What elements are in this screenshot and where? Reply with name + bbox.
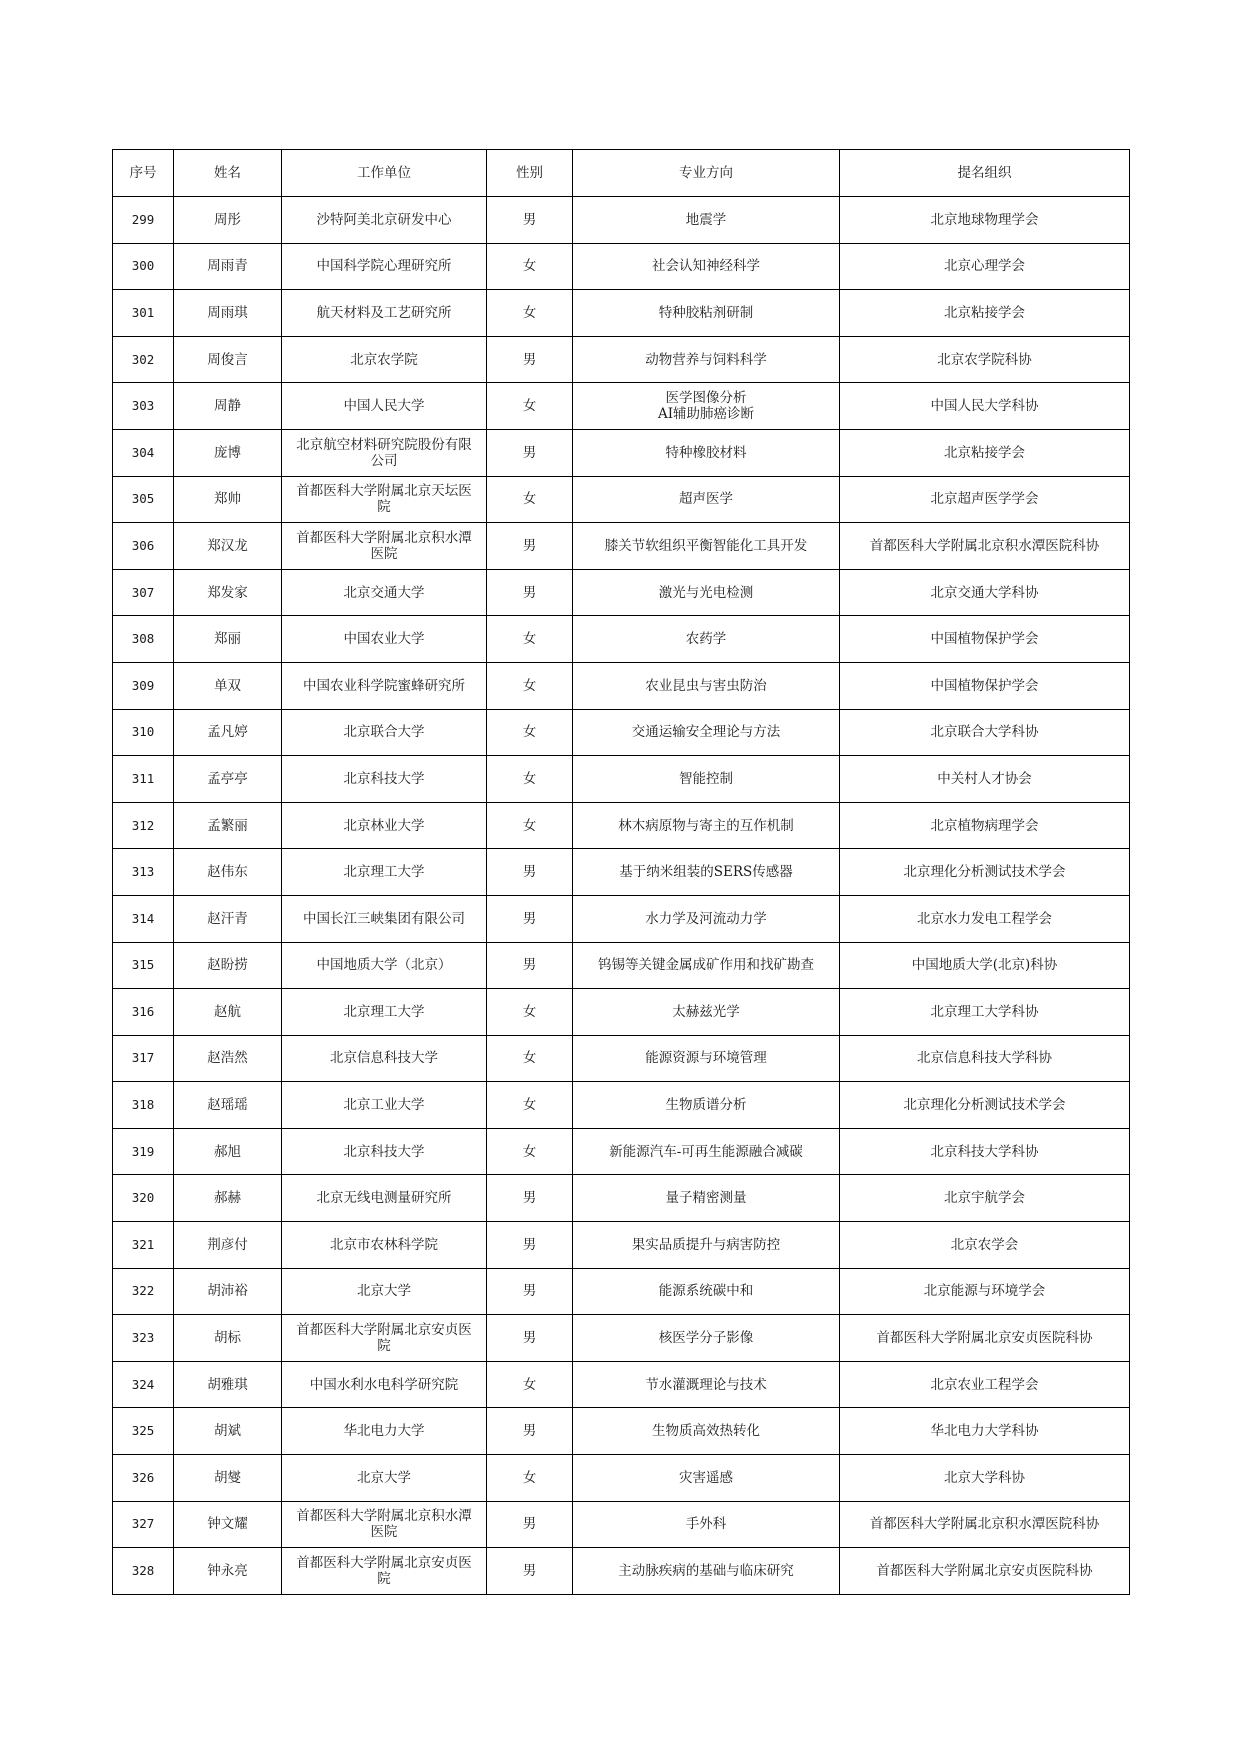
header-nominating-org: 提名组织 bbox=[840, 150, 1130, 197]
cell-gender: 女 bbox=[487, 616, 573, 663]
cell-serial: 317 bbox=[113, 1035, 174, 1082]
cell-gender: 男 bbox=[487, 1408, 573, 1455]
cell-workplace: 中国水利水电科学研究院 bbox=[282, 1361, 487, 1408]
cell-workplace: 中国农业科学院蜜蜂研究所 bbox=[282, 662, 487, 709]
cell-specialty: 膝关节软组织平衡智能化工具开发 bbox=[573, 523, 840, 570]
cell-serial: 321 bbox=[113, 1222, 174, 1269]
cell-nominating-org: 首都医科大学附属北京安贞医院科协 bbox=[840, 1548, 1130, 1595]
cell-serial: 303 bbox=[113, 383, 174, 430]
cell-workplace: 沙特阿美北京研发中心 bbox=[282, 197, 487, 244]
cell-gender: 男 bbox=[487, 895, 573, 942]
cell-nominating-org: 北京农学会 bbox=[840, 1222, 1130, 1269]
cell-serial: 316 bbox=[113, 989, 174, 1036]
cell-specialty: 能源资源与环境管理 bbox=[573, 1035, 840, 1082]
cell-name: 周彤 bbox=[174, 197, 282, 244]
cell-nominating-org: 中国植物保护学会 bbox=[840, 616, 1130, 663]
cell-serial: 327 bbox=[113, 1501, 174, 1548]
header-serial: 序号 bbox=[113, 150, 174, 197]
cell-serial: 309 bbox=[113, 662, 174, 709]
cell-nominating-org: 华北电力大学科协 bbox=[840, 1408, 1130, 1455]
cell-gender: 男 bbox=[487, 1268, 573, 1315]
cell-gender: 女 bbox=[487, 243, 573, 290]
table-row bbox=[113, 1455, 1130, 1502]
table-row bbox=[113, 290, 1130, 337]
cell-serial: 325 bbox=[113, 1408, 174, 1455]
cell-workplace: 首都医科大学附属北京安贞医院 bbox=[282, 1315, 487, 1362]
cell-nominating-org: 北京理化分析测试技术学会 bbox=[840, 849, 1130, 896]
cell-name: 单双 bbox=[174, 662, 282, 709]
cell-serial: 305 bbox=[113, 476, 174, 523]
cell-serial: 302 bbox=[113, 336, 174, 383]
cell-nominating-org: 北京超声医学学会 bbox=[840, 476, 1130, 523]
cell-workplace: 首都医科大学附属北京积水潭医院 bbox=[282, 1501, 487, 1548]
table-row bbox=[113, 1268, 1130, 1315]
table-row bbox=[113, 1361, 1130, 1408]
cell-nominating-org: 中国人民大学科协 bbox=[840, 383, 1130, 430]
cell-specialty: 钨锡等关键金属成矿作用和找矿勘查 bbox=[573, 942, 840, 989]
cell-specialty: 林木病原物与寄主的互作机制 bbox=[573, 802, 840, 849]
cell-serial: 323 bbox=[113, 1315, 174, 1362]
cell-specialty: 智能控制 bbox=[573, 756, 840, 803]
cell-gender: 女 bbox=[487, 476, 573, 523]
cell-specialty: 动物营养与饲料科学 bbox=[573, 336, 840, 383]
cell-serial: 312 bbox=[113, 802, 174, 849]
cell-gender: 男 bbox=[487, 336, 573, 383]
cell-workplace: 首都医科大学附属北京安贞医院 bbox=[282, 1548, 487, 1595]
table-row bbox=[113, 662, 1130, 709]
cell-gender: 男 bbox=[487, 1315, 573, 1362]
cell-workplace: 中国人民大学 bbox=[282, 383, 487, 430]
cell-nominating-org: 首都医科大学附属北京积水潭医院科协 bbox=[840, 1501, 1130, 1548]
cell-name: 赵伟东 bbox=[174, 849, 282, 896]
cell-name: 胡雅琪 bbox=[174, 1361, 282, 1408]
cell-workplace: 中国长江三峡集团有限公司 bbox=[282, 895, 487, 942]
cell-nominating-org: 北京大学科协 bbox=[840, 1455, 1130, 1502]
cell-name: 胡斌 bbox=[174, 1408, 282, 1455]
cell-serial: 328 bbox=[113, 1548, 174, 1595]
cell-gender: 女 bbox=[487, 709, 573, 756]
cell-nominating-org: 北京交通大学科协 bbox=[840, 569, 1130, 616]
cell-name: 钟永亮 bbox=[174, 1548, 282, 1595]
cell-nominating-org: 北京科技大学科协 bbox=[840, 1128, 1130, 1175]
cell-serial: 306 bbox=[113, 523, 174, 570]
cell-nominating-org: 北京心理学会 bbox=[840, 243, 1130, 290]
cell-nominating-org: 北京粘接学会 bbox=[840, 290, 1130, 337]
table-row bbox=[113, 1501, 1130, 1548]
cell-nominating-org: 北京理化分析测试技术学会 bbox=[840, 1082, 1130, 1129]
table-row bbox=[113, 709, 1130, 756]
cell-nominating-org: 首都医科大学附属北京积水潭医院科协 bbox=[840, 523, 1130, 570]
table-row bbox=[113, 942, 1130, 989]
table-row bbox=[113, 1548, 1130, 1595]
cell-serial: 307 bbox=[113, 569, 174, 616]
cell-serial: 320 bbox=[113, 1175, 174, 1222]
cell-specialty: 节水灌溉理论与技术 bbox=[573, 1361, 840, 1408]
table-row bbox=[113, 429, 1130, 476]
cell-specialty: 特种胶粘剂研制 bbox=[573, 290, 840, 337]
cell-serial: 324 bbox=[113, 1361, 174, 1408]
cell-name: 钟文耀 bbox=[174, 1501, 282, 1548]
table-row bbox=[113, 895, 1130, 942]
cell-nominating-org: 北京联合大学科协 bbox=[840, 709, 1130, 756]
cell-workplace: 北京理工大学 bbox=[282, 849, 487, 896]
table-row bbox=[113, 849, 1130, 896]
cell-serial: 322 bbox=[113, 1268, 174, 1315]
cell-nominating-org: 北京粘接学会 bbox=[840, 429, 1130, 476]
cell-name: 郑丽 bbox=[174, 616, 282, 663]
cell-workplace: 北京林业大学 bbox=[282, 802, 487, 849]
cell-serial: 299 bbox=[113, 197, 174, 244]
cell-serial: 300 bbox=[113, 243, 174, 290]
cell-gender: 女 bbox=[487, 383, 573, 430]
cell-workplace: 北京科技大学 bbox=[282, 1128, 487, 1175]
table-row bbox=[113, 383, 1130, 430]
cell-workplace: 北京交通大学 bbox=[282, 569, 487, 616]
candidate-table bbox=[112, 149, 1130, 1595]
cell-serial: 304 bbox=[113, 429, 174, 476]
cell-name: 庞博 bbox=[174, 429, 282, 476]
cell-nominating-org: 北京宇航学会 bbox=[840, 1175, 1130, 1222]
cell-gender: 女 bbox=[487, 1082, 573, 1129]
cell-serial: 313 bbox=[113, 849, 174, 896]
cell-name: 郑发家 bbox=[174, 569, 282, 616]
cell-gender: 男 bbox=[487, 942, 573, 989]
table-row bbox=[113, 1222, 1130, 1269]
cell-gender: 女 bbox=[487, 1361, 573, 1408]
table-row bbox=[113, 1408, 1130, 1455]
cell-gender: 男 bbox=[487, 523, 573, 570]
cell-name: 孟繁丽 bbox=[174, 802, 282, 849]
cell-name: 胡标 bbox=[174, 1315, 282, 1362]
cell-nominating-org: 北京农业工程学会 bbox=[840, 1361, 1130, 1408]
cell-specialty: 新能源汽车-可再生能源融合减碳 bbox=[573, 1128, 840, 1175]
cell-gender: 女 bbox=[487, 756, 573, 803]
cell-specialty: 果实品质提升与病害防控 bbox=[573, 1222, 840, 1269]
cell-workplace: 中国农业大学 bbox=[282, 616, 487, 663]
table-row bbox=[113, 336, 1130, 383]
header-specialty: 专业方向 bbox=[573, 150, 840, 197]
table-row bbox=[113, 569, 1130, 616]
cell-nominating-org: 北京农学院科协 bbox=[840, 336, 1130, 383]
cell-nominating-org: 中关村人才协会 bbox=[840, 756, 1130, 803]
table-row bbox=[113, 802, 1130, 849]
cell-name: 赵航 bbox=[174, 989, 282, 1036]
cell-workplace: 北京联合大学 bbox=[282, 709, 487, 756]
cell-nominating-org: 北京地球物理学会 bbox=[840, 197, 1130, 244]
cell-nominating-org: 北京理工大学科协 bbox=[840, 989, 1130, 1036]
table-row bbox=[113, 1315, 1130, 1362]
cell-name: 胡沛裕 bbox=[174, 1268, 282, 1315]
cell-gender: 女 bbox=[487, 1455, 573, 1502]
table-row bbox=[113, 476, 1130, 523]
table-row bbox=[113, 243, 1130, 290]
cell-specialty: 太赫兹光学 bbox=[573, 989, 840, 1036]
cell-gender: 男 bbox=[487, 849, 573, 896]
cell-name: 赵汗青 bbox=[174, 895, 282, 942]
cell-serial: 301 bbox=[113, 290, 174, 337]
cell-specialty: 农药学 bbox=[573, 616, 840, 663]
table-row bbox=[113, 1128, 1130, 1175]
cell-specialty: 生物质谱分析 bbox=[573, 1082, 840, 1129]
cell-name: 赵瑶瑶 bbox=[174, 1082, 282, 1129]
table-row bbox=[113, 1082, 1130, 1129]
cell-gender: 女 bbox=[487, 802, 573, 849]
cell-specialty: 特种橡胶材料 bbox=[573, 429, 840, 476]
cell-nominating-org: 首都医科大学附属北京安贞医院科协 bbox=[840, 1315, 1130, 1362]
cell-workplace: 航天材料及工艺研究所 bbox=[282, 290, 487, 337]
cell-gender: 男 bbox=[487, 197, 573, 244]
cell-specialty: 交通运输安全理论与方法 bbox=[573, 709, 840, 756]
cell-workplace: 中国地质大学（北京） bbox=[282, 942, 487, 989]
cell-workplace: 北京大学 bbox=[282, 1455, 487, 1502]
cell-gender: 女 bbox=[487, 662, 573, 709]
table-row bbox=[113, 616, 1130, 663]
cell-specialty: 核医学分子影像 bbox=[573, 1315, 840, 1362]
table-row bbox=[113, 989, 1130, 1036]
cell-name: 赵浩然 bbox=[174, 1035, 282, 1082]
cell-workplace: 首都医科大学附属北京积水潭医院 bbox=[282, 523, 487, 570]
cell-name: 孟凡婷 bbox=[174, 709, 282, 756]
cell-nominating-org: 北京能源与环境学会 bbox=[840, 1268, 1130, 1315]
header-name: 姓名 bbox=[174, 150, 282, 197]
cell-name: 郝旭 bbox=[174, 1128, 282, 1175]
cell-workplace: 北京科技大学 bbox=[282, 756, 487, 803]
cell-workplace: 北京市农林科学院 bbox=[282, 1222, 487, 1269]
cell-nominating-org: 中国植物保护学会 bbox=[840, 662, 1130, 709]
cell-specialty: 灾害遥感 bbox=[573, 1455, 840, 1502]
table-row bbox=[113, 756, 1130, 803]
cell-name: 郑帅 bbox=[174, 476, 282, 523]
cell-name: 荆彦付 bbox=[174, 1222, 282, 1269]
cell-serial: 315 bbox=[113, 942, 174, 989]
cell-serial: 318 bbox=[113, 1082, 174, 1129]
cell-workplace: 北京无线电测量研究所 bbox=[282, 1175, 487, 1222]
table-row bbox=[113, 197, 1130, 244]
cell-workplace: 首都医科大学附属北京天坛医院 bbox=[282, 476, 487, 523]
cell-workplace: 中国科学院心理研究所 bbox=[282, 243, 487, 290]
cell-workplace: 北京理工大学 bbox=[282, 989, 487, 1036]
cell-gender: 女 bbox=[487, 989, 573, 1036]
table-body bbox=[113, 197, 1130, 1595]
cell-nominating-org: 中国地质大学(北京)科协 bbox=[840, 942, 1130, 989]
cell-nominating-org: 北京水力发电工程学会 bbox=[840, 895, 1130, 942]
cell-specialty: 医学图像分析 AI辅助肺癌诊断 bbox=[573, 383, 840, 430]
cell-name: 周雨青 bbox=[174, 243, 282, 290]
cell-specialty: 激光与光电检测 bbox=[573, 569, 840, 616]
cell-name: 郝赫 bbox=[174, 1175, 282, 1222]
table-row bbox=[113, 1035, 1130, 1082]
cell-workplace: 北京信息科技大学 bbox=[282, 1035, 487, 1082]
cell-specialty: 生物质高效热转化 bbox=[573, 1408, 840, 1455]
table-header-row bbox=[113, 150, 1130, 197]
cell-serial: 308 bbox=[113, 616, 174, 663]
cell-specialty: 地震学 bbox=[573, 197, 840, 244]
cell-serial: 311 bbox=[113, 756, 174, 803]
cell-workplace: 北京大学 bbox=[282, 1268, 487, 1315]
cell-name: 孟亭亭 bbox=[174, 756, 282, 803]
cell-name: 周雨琪 bbox=[174, 290, 282, 337]
table-row bbox=[113, 1175, 1130, 1222]
header-workplace: 工作单位 bbox=[282, 150, 487, 197]
cell-specialty: 主动脉疾病的基础与临床研究 bbox=[573, 1548, 840, 1595]
cell-workplace: 北京航空材料研究院股份有限公司 bbox=[282, 429, 487, 476]
cell-specialty: 基于纳米组装的SERS传感器 bbox=[573, 849, 840, 896]
cell-name: 周俊言 bbox=[174, 336, 282, 383]
cell-specialty: 水力学及河流动力学 bbox=[573, 895, 840, 942]
header-gender: 性别 bbox=[487, 150, 573, 197]
cell-serial: 310 bbox=[113, 709, 174, 756]
cell-gender: 男 bbox=[487, 569, 573, 616]
cell-gender: 女 bbox=[487, 290, 573, 337]
cell-gender: 男 bbox=[487, 429, 573, 476]
cell-gender: 男 bbox=[487, 1222, 573, 1269]
cell-gender: 男 bbox=[487, 1501, 573, 1548]
cell-gender: 女 bbox=[487, 1035, 573, 1082]
cell-serial: 319 bbox=[113, 1128, 174, 1175]
cell-name: 赵盼捞 bbox=[174, 942, 282, 989]
cell-workplace: 北京农学院 bbox=[282, 336, 487, 383]
cell-specialty: 手外科 bbox=[573, 1501, 840, 1548]
cell-specialty: 超声医学 bbox=[573, 476, 840, 523]
cell-specialty: 农业昆虫与害虫防治 bbox=[573, 662, 840, 709]
cell-name: 胡燮 bbox=[174, 1455, 282, 1502]
cell-serial: 314 bbox=[113, 895, 174, 942]
cell-gender: 女 bbox=[487, 1128, 573, 1175]
cell-gender: 男 bbox=[487, 1175, 573, 1222]
cell-specialty: 量子精密测量 bbox=[573, 1175, 840, 1222]
cell-serial: 326 bbox=[113, 1455, 174, 1502]
cell-specialty: 社会认知神经科学 bbox=[573, 243, 840, 290]
cell-nominating-org: 北京植物病理学会 bbox=[840, 802, 1130, 849]
cell-workplace: 北京工业大学 bbox=[282, 1082, 487, 1129]
table-row bbox=[113, 523, 1130, 570]
cell-workplace: 华北电力大学 bbox=[282, 1408, 487, 1455]
cell-name: 郑汉龙 bbox=[174, 523, 282, 570]
cell-name: 周静 bbox=[174, 383, 282, 430]
cell-nominating-org: 北京信息科技大学科协 bbox=[840, 1035, 1130, 1082]
cell-gender: 男 bbox=[487, 1548, 573, 1595]
cell-specialty: 能源系统碳中和 bbox=[573, 1268, 840, 1315]
